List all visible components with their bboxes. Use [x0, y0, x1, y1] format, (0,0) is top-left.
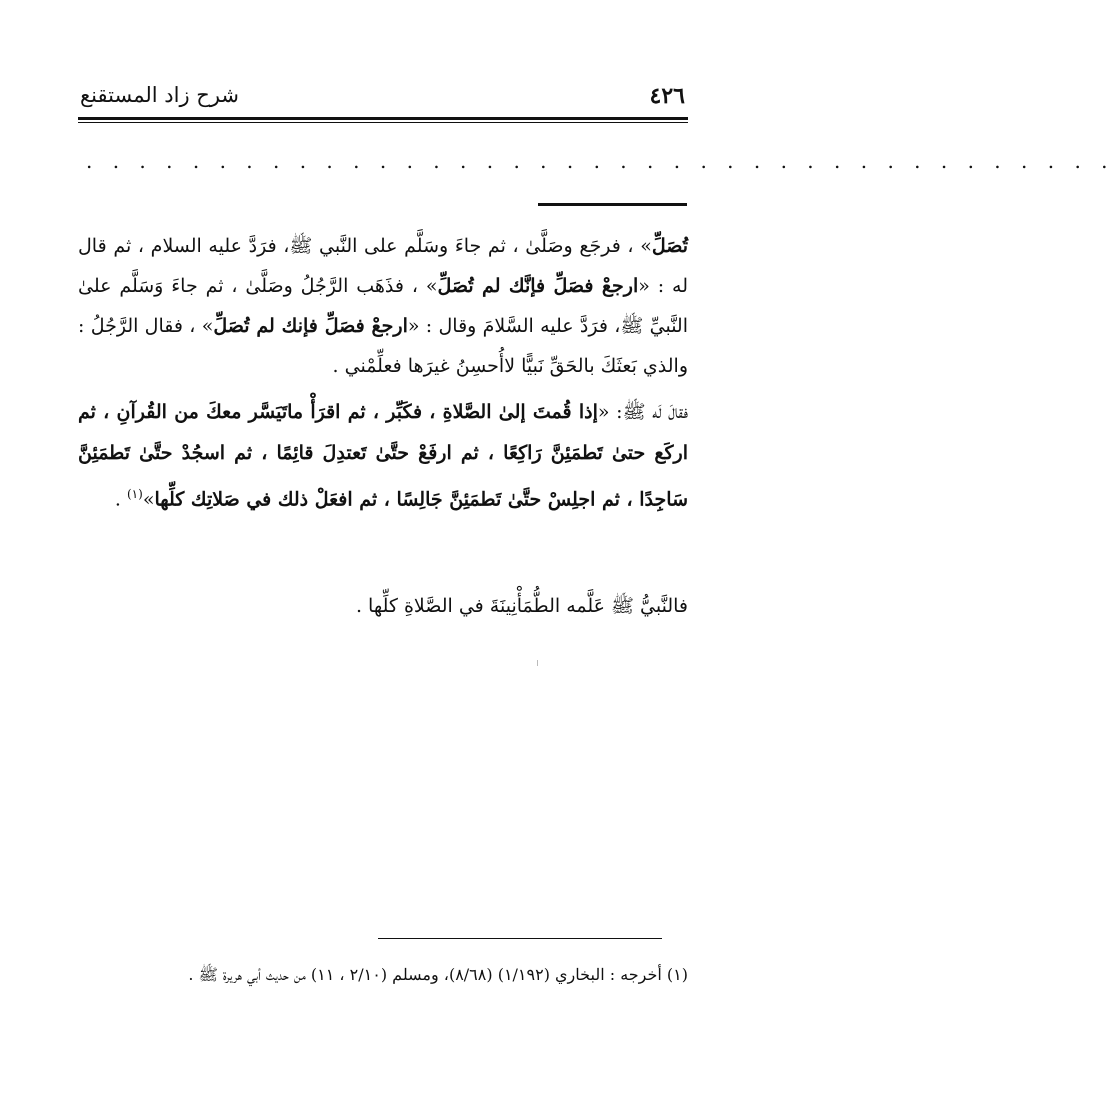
quote-bold: إذا قُمتَ إلىٰ الصَّلاةِ ، فكَبِّر ، ثم اقرَأْ ماتَيَسَّر معكَ من القُرآنِ ، ثم اركَع حتىٰ تَطمَئِنَّ رَاكِعًا ، ثم ارفَعْ حتَّىٰ تَعتدِلَ قائِمًا ، ثم اسجُدْ حتَّىٰ تَطمَئِنَّ سَاجِدًا ، ثم اجلِسْ حتَّىٰ تَطمَئِنَّ جَالِسًا ، ثم افعَلْ ذلك في صَلاتِك كلِّها	[78, 401, 688, 511]
footnote-text: (١) أخرجه : البخاري (١/١٩٢) (٨/٦٨)، ومسلم (٢/١٠ ، ١١) من حديث أبي هريرة ﷺ .	[188, 965, 688, 984]
scan-speck	[537, 660, 538, 666]
paragraph-conclusion: فالنَّبيُّ ﷺ عَلَّمه الطُّمَأْنِينَةَ في الصَّلاةِ كلِّها .	[355, 595, 688, 617]
quote-bold: ارجعْ فصَلِّ فإنك لم تُصَلِّ	[213, 315, 408, 337]
book-title: شرح زاد المستقنع	[80, 83, 239, 107]
narration-text: » ، فذَهَب الرَّجُلُ وصَلَّىٰ ، ثم جاءَ وَسَلَّم علىٰ النَّبيِّ ﷺ، فرَدَّ عليه السَّلامَ وقال : «	[78, 275, 688, 337]
omission-dots: . . . . . . . . . . . . . . . . . . . . . . . . . . . . . . . . . . . . . . .	[86, 149, 1115, 173]
narration-text: » ، فرجَع وصَلَّىٰ ، ثم جاءَ وسَلَّم على النَّبي ﷺ، فرَدَّ عليه السلام ، ثم قال له : «	[78, 235, 688, 297]
header-rule-thick	[78, 117, 688, 120]
footnote-separator	[378, 938, 662, 939]
paragraph-hadith-continuation	[78, 226, 688, 386]
narration-text: .	[114, 488, 127, 511]
header-rule-thin	[78, 122, 688, 123]
page-number: ٤٢٦	[649, 83, 685, 109]
narration-text: » ، فقال الرَّجُلُ : والذي بَعثَكَ بالحَقِّ نَبيًّا لاأُحسِنُ غيرَها فعلِّمْني .	[78, 315, 688, 377]
quote-close: »	[142, 488, 155, 511]
narration-text: فقالَ لَه ﷺ: «	[597, 401, 688, 423]
quote-bold: ارجعْ فصَلِّ فإنَّك لم تُصَلِّ	[437, 275, 639, 297]
running-header	[80, 80, 685, 116]
quote-bold: تُصَلِّ	[651, 235, 688, 257]
section-rule	[538, 203, 687, 206]
footnote-reference[interactable]: (١)	[126, 487, 143, 501]
paragraph-prophet-instruction	[78, 392, 688, 520]
